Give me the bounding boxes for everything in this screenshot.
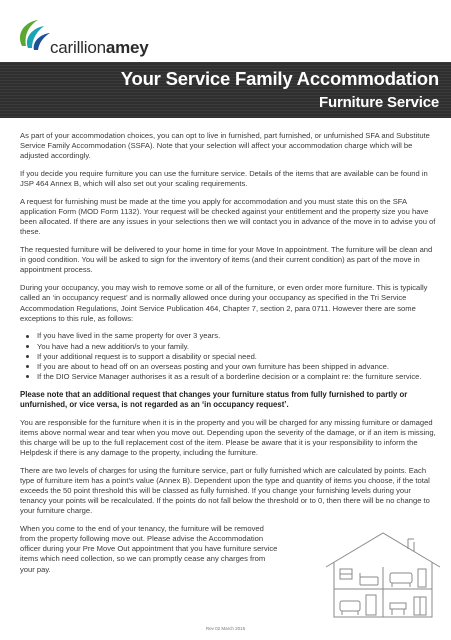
logo-brand-second: amey: [105, 38, 149, 57]
list-item: If the DIO Service Manager authorises it as a result of a borderline decision or a complaint re: the furniture service.: [32, 372, 438, 382]
paragraph-request: A request for furnishing must be made at the time you apply for accommodation and you must state this on the SFA application Form (MOD Form 1132). Your request will be checked against your entitlement and the property size you have been allocated. If there are any issues in your selections then we will contact you in advance of the move in to advise you of these.: [20, 197, 436, 237]
page-title: Your Service Family Accommodation: [120, 68, 439, 89]
logo-swoosh-icon: [14, 16, 54, 60]
paragraph-furniture-service: If you decide you require furniture you can use the furniture service. Details of the items that are available can be found in JSP 464 Annex B, which will also set out your scaling requirements.: [20, 169, 428, 189]
house-cutaway-illustration: [322, 529, 444, 621]
list-item: If you have lived in the same property for over 3 years.: [32, 331, 438, 341]
logo-wordmark: [50, 38, 149, 58]
exceptions-list: [20, 331, 438, 381]
page-subtitle: Furniture Service: [319, 94, 439, 111]
paragraph-end-of-tenancy: When you come to the end of your tenancy, the furniture will be removed from the property following move out. Please advise the Accommodation officer during your Pre Move Out appointment that you have furniture service items which need collection, so we can promptly cease any charges from your pay.: [20, 524, 278, 574]
list-item: If your additional request is to support a disability or special need.: [32, 352, 438, 362]
list-item: You have had a new addition/s to your family.: [32, 342, 438, 352]
paragraph-responsibility: You are responsible for the furniture when it is in the property and you will be charged for any missing furniture or damaged items above normal wear and tear when you move out. Depending upon the severity of the damage, or if an item is missing, this charge will be up to the full replacement cost of the item. Please be aware that it is your responsibility to inform the Helpdesk if there is any damage to the property, including the furniture.: [20, 417, 436, 458]
revision-footer: Rev 02 March 2015: [205, 626, 246, 631]
logo-brand-first: carillion: [50, 38, 106, 57]
paragraph-intro: As part of your accommodation choices, you can opt to live in furnished, part furnished, or unfurnished SFA and Substitute Service Family Accommodation (SSFA). Note that your selection will affect your accommodation charge which will be adjusted accordingly.: [20, 131, 430, 161]
paragraph-occupancy: During your occupancy, you may wish to remove some or all of the furniture, or even order more furniture. This is typically called an ‘in occupancy request’ and is normally allowed once during your occupancy as specified in the Tri Service Accommodation Regulations, Joint Service Publication 464, Chapter 7, section 2, para 0711. However there are some exceptions to this rule, as follows:: [20, 283, 428, 323]
carillion-amey-logo: [14, 16, 174, 60]
document-body: [20, 131, 438, 582]
paragraph-delivery: The requested furniture will be delivered to your home in time for your Move In appointment. The furniture will be clean and in good condition. You will be asked to sign for the inventory of items (and their current condition) as part of the move in appointment process.: [20, 245, 433, 275]
paragraph-note: Please note that an additional request that changes your furniture status from fully furnished to partly or unfurnished, or vice versa, is not regarded as an ‘in occupancy request’.: [20, 389, 408, 409]
title-banner: [0, 62, 451, 118]
list-item: If you are about to head off on an overseas posting and your own furniture has been shipped in advance.: [32, 362, 438, 372]
paragraph-charges: There are two levels of charges for using the furniture service, part or fully furnished which are calculated by points. Each type of furniture item has a point’s value (Annex B). Dependent upon the type and quantity of items you choose, if the total exceeds the 50 point threshold this will be classed as fully furnished. If you change your furnishing levels during your tenancy your points will be recalculated. If the points do not fall below the threshold or to 0, then there will be no change to your furniture charge.: [20, 465, 430, 516]
